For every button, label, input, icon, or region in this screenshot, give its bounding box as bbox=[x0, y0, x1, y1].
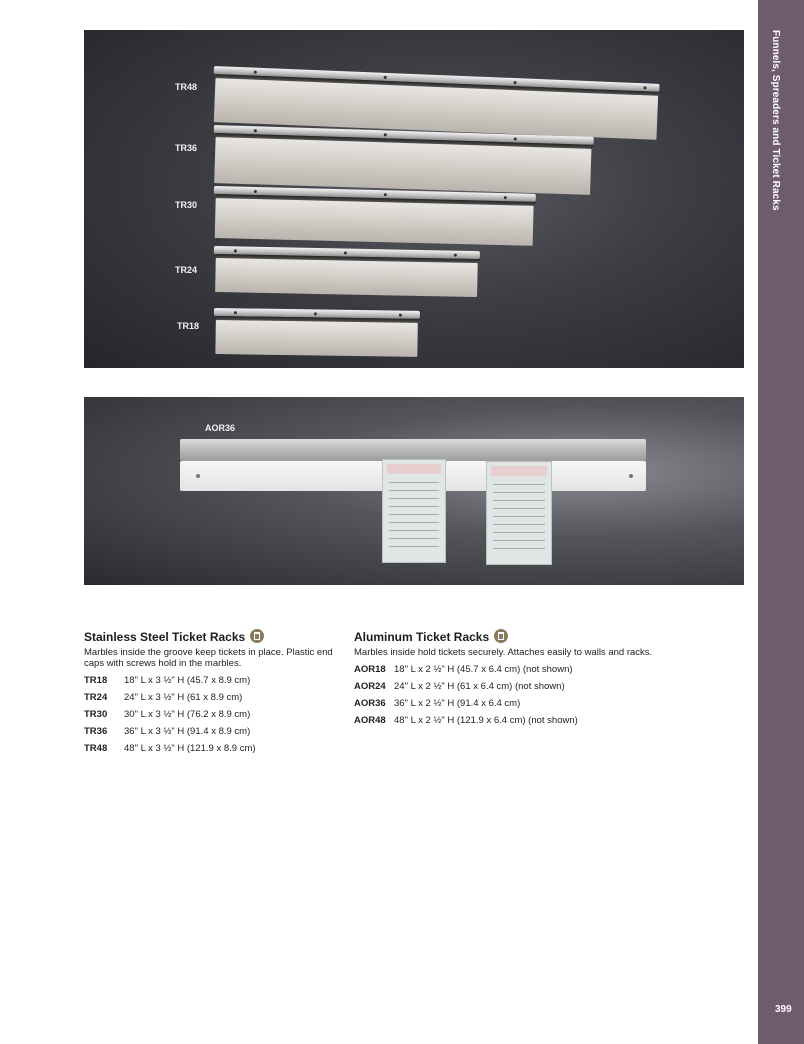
page-number: 399 bbox=[775, 1004, 792, 1015]
nsf-badge-icon bbox=[250, 629, 264, 643]
side-band bbox=[758, 0, 804, 1044]
aluminum-description: Marbles inside hold tickets securely. Attaches easily to walls and racks. bbox=[354, 647, 653, 658]
stainless-title: Stainless Steel Ticket Racks bbox=[84, 630, 246, 644]
list-item: AOR36 36" L x 2 ½" H (91.4 x 6.4 cm) bbox=[354, 698, 521, 709]
list-item: TR18 18" L x 3 ½" H (45.7 x 8.9 cm) bbox=[84, 675, 251, 686]
rack-label-tr36: TR36 bbox=[175, 143, 198, 153]
rack-label-tr48: TR48 bbox=[175, 82, 198, 92]
nsf-badge-icon bbox=[494, 629, 508, 643]
mount-hole bbox=[196, 474, 200, 478]
rack-label-aor36: AOR36 bbox=[205, 423, 236, 433]
section-title: Funnels, Spreaders and Ticket Racks bbox=[770, 30, 781, 211]
list-item: AOR18 18" L x 2 ½" H (45.7 x 6.4 cm) (not shown) bbox=[354, 664, 573, 675]
aluminum-section bbox=[354, 629, 654, 729]
stainless-section bbox=[84, 629, 334, 757]
rack-label-tr24: TR24 bbox=[175, 265, 198, 275]
stainless-racks-photo bbox=[84, 30, 744, 368]
guest-check-ticket bbox=[486, 461, 552, 565]
stainless-description: Marbles inside the groove keep tickets in place. Plastic end caps with screws hold in the marbles. bbox=[84, 647, 333, 669]
rack-label-tr30: TR30 bbox=[175, 200, 198, 210]
aluminum-title: Aluminum Ticket Racks bbox=[354, 630, 490, 644]
list-item: AOR24 24" L x 2 ½" H (61 x 6.4 cm) (not shown) bbox=[354, 681, 565, 692]
list-item: TR30 30" L x 3 ½" H (76.2 x 8.9 cm) bbox=[84, 709, 251, 720]
list-item: AOR48 48" L x 2 ½" H (121.9 x 6.4 cm) (not shown) bbox=[354, 715, 578, 726]
guest-check-ticket bbox=[382, 459, 446, 563]
list-item: TR36 36" L x 3 ½" H (91.4 x 8.9 cm) bbox=[84, 726, 251, 737]
aluminum-rack-photo bbox=[84, 397, 744, 585]
list-item: TR24 24" L x 3 ½" H (61 x 8.9 cm) bbox=[84, 692, 243, 703]
rack-label-tr18: TR18 bbox=[177, 321, 200, 331]
list-item: TR48 48" L x 3 ½" H (121.9 x 8.9 cm) bbox=[84, 743, 256, 754]
mount-hole bbox=[629, 474, 633, 478]
aluminum-rail bbox=[180, 439, 646, 461]
